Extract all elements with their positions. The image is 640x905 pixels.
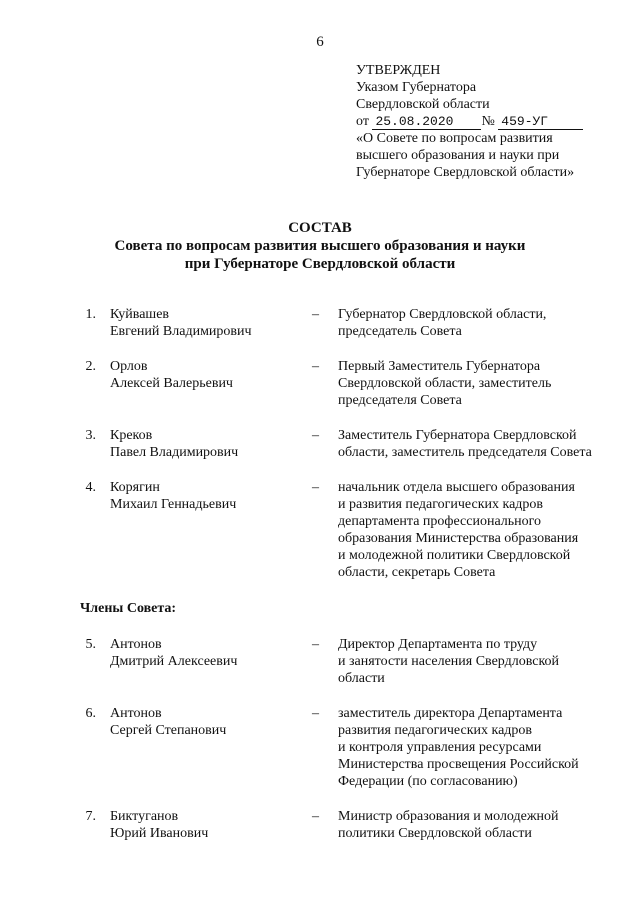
item-number: 5. bbox=[85, 637, 96, 652]
member-surname: Антонов bbox=[110, 637, 162, 652]
member-position bbox=[338, 358, 608, 409]
member-surname: Куйвашев bbox=[110, 307, 170, 322]
document-title bbox=[0, 219, 640, 273]
approval-stamp bbox=[356, 62, 626, 181]
dash: – bbox=[312, 359, 319, 374]
approval-line: Свердловской области bbox=[356, 97, 490, 112]
approval-quote-line: «О Совете по вопросам развития bbox=[356, 131, 553, 146]
position-line: Свердловской области, заместитель bbox=[338, 376, 552, 391]
member-name bbox=[110, 479, 300, 513]
member-position bbox=[338, 479, 608, 581]
approval-quote-line: Губернаторе Свердловской области» bbox=[356, 165, 575, 180]
member-given-names: Михаил Геннадьевич bbox=[110, 497, 237, 512]
member-position bbox=[338, 636, 608, 687]
members-section-label: Члены Совета: bbox=[80, 601, 177, 616]
position-line: и занятости населения Свердловской bbox=[338, 654, 560, 669]
member-given-names: Дмитрий Алексеевич bbox=[110, 654, 238, 669]
dash: – bbox=[312, 480, 319, 495]
position-line: развития педагогических кадров bbox=[338, 723, 533, 738]
member-given-names: Павел Владимирович bbox=[110, 445, 239, 460]
member-given-names: Евгений Владимирович bbox=[110, 324, 252, 339]
title-heading: СОСТАВ bbox=[288, 220, 352, 236]
approval-line: УТВЕРЖДЕН bbox=[356, 63, 441, 78]
dash: – bbox=[312, 428, 319, 443]
member-position bbox=[338, 808, 608, 842]
member-position bbox=[338, 705, 608, 790]
member-surname: Антонов bbox=[110, 706, 162, 721]
member-name bbox=[110, 705, 300, 739]
member-name bbox=[110, 808, 300, 842]
dash: – bbox=[312, 307, 319, 322]
page-number: 6 bbox=[316, 34, 324, 50]
position-line: образования Министерства образования bbox=[338, 531, 579, 546]
position-line: и молодежной политики Свердловской bbox=[338, 548, 571, 563]
member-surname: Корягин bbox=[110, 480, 160, 495]
member-position bbox=[338, 306, 608, 340]
position-line: Первый Заместитель Губернатора bbox=[338, 359, 541, 374]
item-number: 6. bbox=[85, 706, 96, 721]
item-number: 2. bbox=[85, 359, 96, 374]
item-number: 1. bbox=[85, 307, 96, 322]
member-surname: Креков bbox=[110, 428, 153, 443]
position-line: заместитель директора Департамента bbox=[338, 706, 563, 721]
position-line: области, заместитель председателя Совета bbox=[338, 445, 592, 460]
from-label: от bbox=[356, 114, 369, 129]
dash: – bbox=[312, 809, 319, 824]
member-given-names: Юрий Иванович bbox=[110, 826, 209, 841]
member-given-names: Сергей Степанович bbox=[110, 723, 227, 738]
item-number: 4. bbox=[85, 480, 96, 495]
decree-date: 25.08.2020 bbox=[372, 115, 481, 130]
title-line: при Губернаторе Свердловской области bbox=[184, 256, 456, 272]
member-position bbox=[338, 427, 608, 461]
position-line: области bbox=[338, 671, 385, 686]
position-line: Губернатор Свердловской области, bbox=[338, 307, 547, 322]
approval-date-number-line bbox=[356, 113, 626, 130]
member-name bbox=[110, 427, 300, 461]
item-number: 3. bbox=[85, 428, 96, 443]
member-name bbox=[110, 636, 300, 670]
approval-line: Указом Губернатора bbox=[356, 80, 477, 95]
dash: – bbox=[312, 637, 319, 652]
number-label: № bbox=[481, 114, 495, 129]
position-line: председатель Совета bbox=[338, 324, 462, 339]
item-number: 7. bbox=[85, 809, 96, 824]
title-line: Совета по вопросам развития высшего образования и науки bbox=[114, 238, 526, 254]
position-line: политики Свердловской области bbox=[338, 826, 532, 841]
decree-number: 459-УГ bbox=[498, 115, 583, 130]
position-line: области, секретарь Совета bbox=[338, 565, 496, 580]
position-line: Министерства просвещения Российской bbox=[338, 757, 579, 772]
position-line: департамента профессионального bbox=[338, 514, 542, 529]
member-name bbox=[110, 306, 300, 340]
position-line: Министр образования и молодежной bbox=[338, 809, 559, 824]
position-line: начальник отдела высшего образования bbox=[338, 480, 575, 495]
member-surname: Орлов bbox=[110, 359, 148, 374]
position-line: Федерации (по согласованию) bbox=[338, 774, 518, 789]
member-given-names: Алексей Валерьевич bbox=[110, 376, 233, 391]
position-line: Заместитель Губернатора Свердловской bbox=[338, 428, 577, 443]
position-line: и развития педагогических кадров bbox=[338, 497, 544, 512]
member-surname: Биктуганов bbox=[110, 809, 179, 824]
position-line: председателя Совета bbox=[338, 393, 462, 408]
position-line: Директор Департамента по труду bbox=[338, 637, 538, 652]
approval-quote-line: высшего образования и науки при bbox=[356, 148, 560, 163]
member-name bbox=[110, 358, 300, 392]
position-line: и контроля управления ресурсами bbox=[338, 740, 542, 755]
dash: – bbox=[312, 706, 319, 721]
